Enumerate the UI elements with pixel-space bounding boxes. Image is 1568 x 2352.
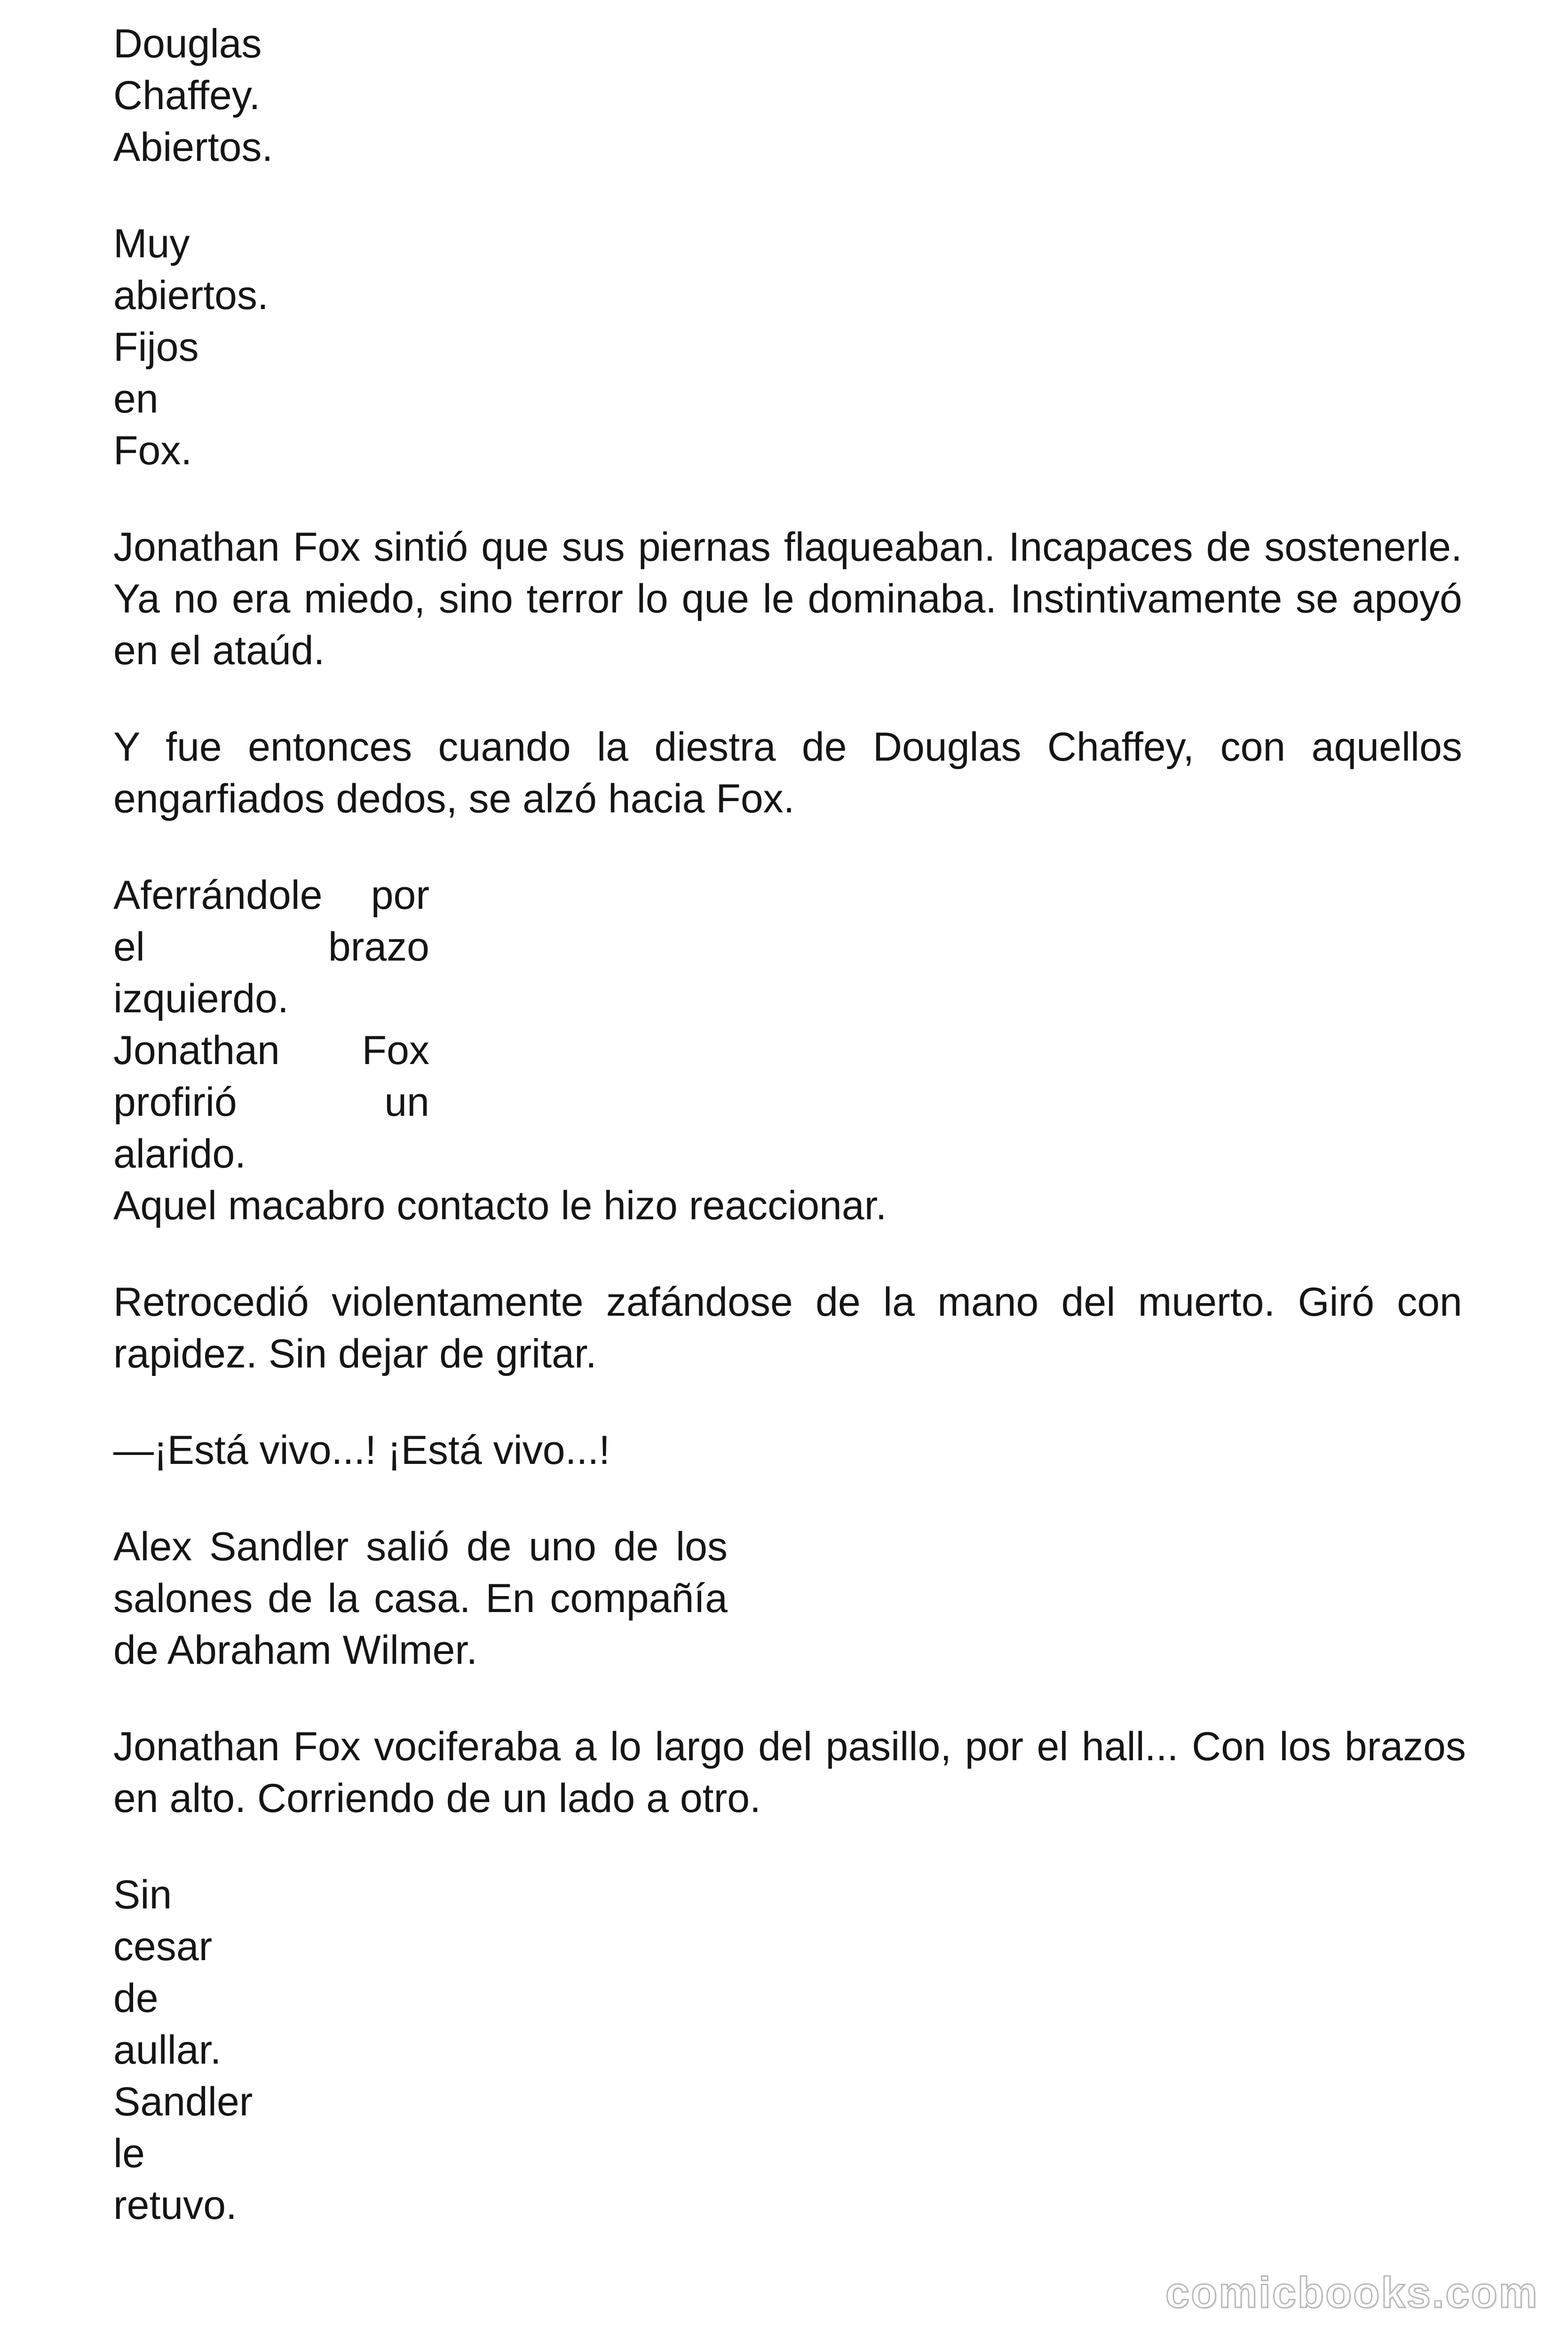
paragraph-5-column-b: Jonathan Fox profirió un alarido. — [113, 1028, 429, 1176]
paragraph-10-line: Sin — [113, 1872, 172, 1917]
paragraph-3: Jonathan Fox sintió que sus piernas flaqueaban. Incapaces de sostenerle. Ya no era miedo, sino terror lo que le dominaba. Instintivamente se apoyó en el ataúd. — [113, 524, 1462, 673]
paragraph-9: Jonathan Fox vociferaba a lo largo del pasillo, por el hall... Con los brazos en alto. Corriendo de un lado a otro. — [113, 1724, 1466, 1821]
paragraph-1-line: Chaffey. — [113, 73, 261, 118]
paragraph-2-line: abiertos. — [113, 273, 269, 318]
paragraph-10 — [113, 1869, 1466, 2231]
paragraph-2-line: Fox. — [113, 428, 192, 473]
body-text — [113, 18, 1466, 2276]
paragraph-2-line: Fijos — [113, 325, 199, 370]
paragraph-2 — [113, 218, 1466, 477]
paragraph-7-dialogue: —¡Está vivo...! ¡Está vivo...! — [113, 1428, 610, 1473]
paragraph-10-line: le — [113, 2131, 145, 2176]
paragraph-8: Alex Sandler salió de uno de los salones de la casa. En compañía de Abraham Wilmer. — [113, 1524, 728, 1673]
paragraph-2-line: Muy — [113, 221, 190, 266]
paragraph-1-line: Douglas — [113, 21, 262, 66]
paragraph-2-line: en — [113, 376, 158, 421]
paragraph-1-line: Abiertos. — [113, 125, 273, 170]
paragraph-6: Retrocedió violentamente zafándose de la mano del muerto. Giró con rapidez. Sin dejar de gritar. — [113, 1279, 1462, 1376]
paragraph-5-column-a: Aferrándole por el brazo izquierdo. — [113, 873, 429, 1021]
paragraph-5-tail: Aquel macabro contacto le hizo reaccionar. — [113, 1183, 887, 1228]
paragraph-10-line: retuvo. — [113, 2183, 237, 2228]
watermark-logo: comicbooks.com — [1165, 2269, 1539, 2317]
paragraph-10-line: de — [113, 1976, 158, 2021]
paragraph-1 — [113, 18, 1466, 173]
paragraph-10-line: cesar — [113, 1924, 213, 1969]
paragraph-5 — [113, 869, 1466, 1232]
paragraph-4: Y fue entonces cuando la diestra de Douglas Chaffey, con aquellos engarfiados dedos, se alzó hacia Fox. — [113, 724, 1462, 821]
paragraph-10-line: Sandler — [113, 2079, 253, 2124]
paragraph-10-line: aullar. — [113, 2027, 222, 2073]
